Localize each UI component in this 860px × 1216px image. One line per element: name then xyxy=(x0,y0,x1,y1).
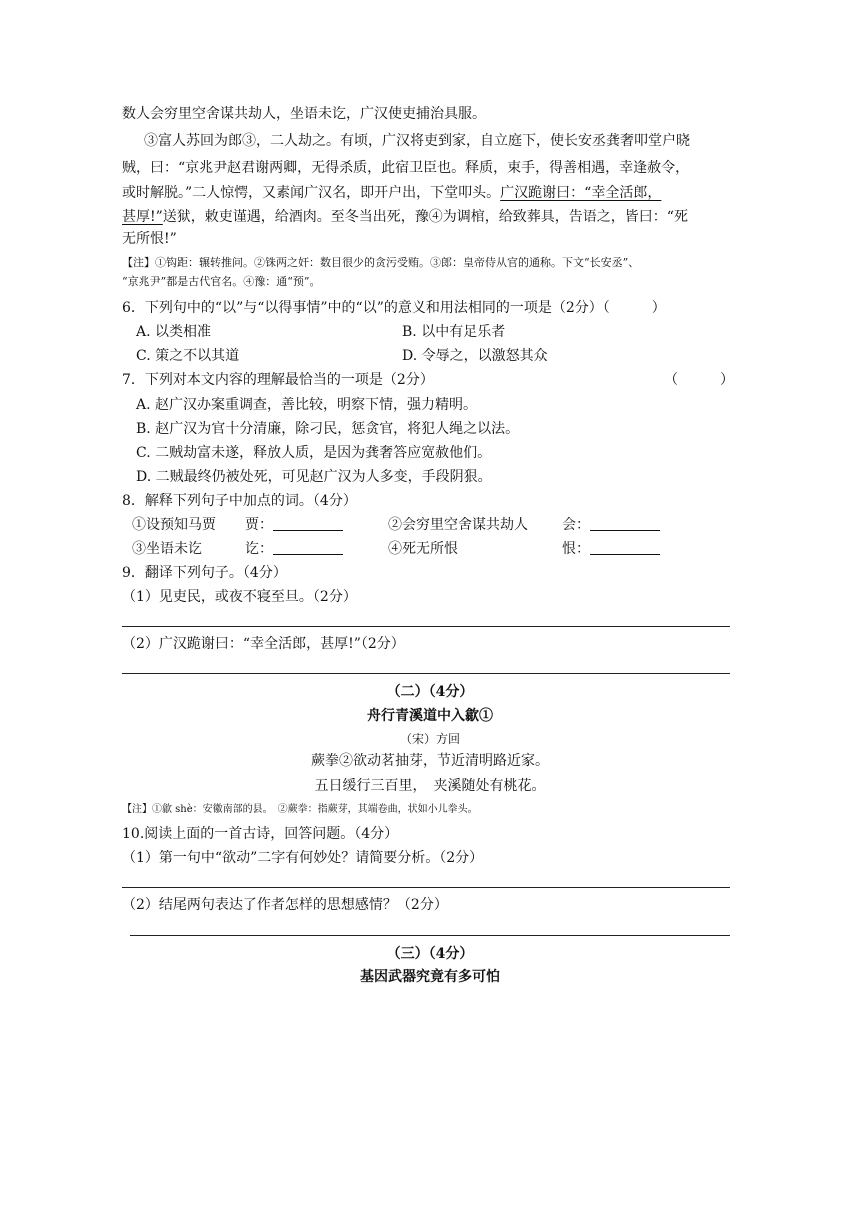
section-2-heading: （二）（4分） xyxy=(386,684,474,700)
passage-note: 【注】①钩距：辗转推问。②铢两之奸：数目很少的贪污受贿。③郎：皇帝侍从官的通称。下文“长安丞”、 xyxy=(122,256,640,269)
q8-item-3-label: 讫： xyxy=(245,539,343,559)
q8-item-2: ②会穷里空舍谋共劫人 xyxy=(388,517,528,533)
q10-sub-1: （1）第一句中“欲动”二字有何妙处？请简要分析。（2分） xyxy=(122,850,484,866)
underlined-sentence: 甚厚!” xyxy=(122,209,163,225)
passage-line: ③富人苏回为郎③，二人劫之。有顷，广汉将吏到家，自立庭下，使长安丞龚奢叩堂户晓 xyxy=(144,133,690,149)
q10-sub-2: （2）结尾两句表达了作者怎样的思想感情？（2分） xyxy=(122,897,448,913)
question-7-stem: 7．下列对本文内容的理解最恰当的一项是（2分） xyxy=(122,372,434,388)
underlined-sentence: 广汉跪谢曰：“幸全活郎， xyxy=(500,185,662,201)
section-3-title: 基因武器究竟有多可怕 xyxy=(360,969,500,985)
answer-blank[interactable] xyxy=(590,540,660,555)
q7-answer-paren: （ ） xyxy=(664,372,734,388)
passage-line xyxy=(122,183,661,203)
q8-item-1-label: 贾： xyxy=(245,515,343,535)
q8-item-1: ①设预知马贾 xyxy=(132,517,216,533)
answer-blank[interactable] xyxy=(590,516,660,531)
q8-item-4-label: 恨： xyxy=(562,539,660,559)
passage-text: 送狱，敕吏谨遇，给酒肉。至冬当出死，豫④为调棺，给致葬具，告语之，皆曰：“死 xyxy=(162,209,688,225)
passage-line: 无所恨!” xyxy=(122,231,177,247)
question-8-stem: 8．解释下列句子中加点的词。（4分） xyxy=(122,493,357,509)
answer-blank[interactable] xyxy=(273,540,343,555)
q8-item-2-label: 会： xyxy=(562,515,660,535)
question-10-stem: 10.阅读上面的一首古诗，回答问题。（4分） xyxy=(122,826,399,842)
question-9-stem: 9．翻译下列句子。（4分） xyxy=(122,565,287,581)
answer-line[interactable] xyxy=(122,673,730,674)
answer-blank[interactable] xyxy=(273,516,343,531)
question-6-stem: 6．下列句中的“以”与“以得事情”中的“以”的意义和用法相同的一项是（2分）（ ） xyxy=(122,300,666,316)
passage-line: 贼，曰：“京兆尹赵君谢两卿，无得杀质，此宿卫臣也。释质，束手，得善相遇，幸逢赦令， xyxy=(122,160,690,176)
q8-item-3: ③坐语未讫 xyxy=(132,541,202,557)
q6-option-a: A. 以类相准 xyxy=(136,324,212,340)
answer-line[interactable] xyxy=(130,935,730,936)
q8-item-4: ④死无所恨 xyxy=(388,541,458,557)
q6-option-c: C. 策之不以其道 xyxy=(136,348,240,364)
passage-text: 或时解脱。”二人惊愕，又素闻广汉名，即开户出，下堂叩头。 xyxy=(122,185,501,201)
poem-author: （宋）方回 xyxy=(399,732,460,746)
poem-title: 舟行青溪道中入歙① xyxy=(367,708,493,724)
poem-note: 【注】①歙 shè：安徽南部的县。 ②蕨拳：指蕨芽，其端卷曲，状如小儿拳头。 xyxy=(122,804,478,815)
passage-line: 数人会穷里空舍谋共劫人，坐语未讫，广汉使吏捕治具服。 xyxy=(122,106,486,122)
q7-option-d: D. 二贼最终仍被处死，可见赵广汉为人多变，手段阴狠。 xyxy=(136,469,492,485)
q7-option-c: C. 二贼劫富未遂，释放人质，是因为龚奢答应宽赦他们。 xyxy=(136,445,492,461)
q7-option-b: B. 赵广汉为官十分清廉，除刁民，惩贪官，将犯人绳之以法。 xyxy=(136,421,520,437)
q6-option-d: D. 令辱之，以激怒其众 xyxy=(402,348,548,364)
section-3-heading: （三）（4分） xyxy=(386,946,474,962)
q9-sentence-2: （2）广汉跪谢曰：“幸全活郎，甚厚!”（2分） xyxy=(122,636,405,652)
q7-option-a: A. 赵广汉办案重调查，善比较，明察下情，强力精明。 xyxy=(136,397,478,413)
poem-verse-2: 五日缓行三百里， 夹溪随处有桃花。 xyxy=(314,778,546,794)
q6-option-b: B. 以中有足乐者 xyxy=(402,324,506,340)
passage-line xyxy=(122,207,688,227)
poem-verse-1: 蕨拳②欲动茗抽芽，节近清明路近家。 xyxy=(311,753,549,769)
answer-line[interactable] xyxy=(122,887,730,888)
q9-sentence-1: （1）见吏民，或夜不寝至旦。（2分） xyxy=(122,589,357,605)
answer-line[interactable] xyxy=(122,626,730,627)
passage-note: “京兆尹”都是古代官名。④豫：通“预”。 xyxy=(122,275,321,288)
